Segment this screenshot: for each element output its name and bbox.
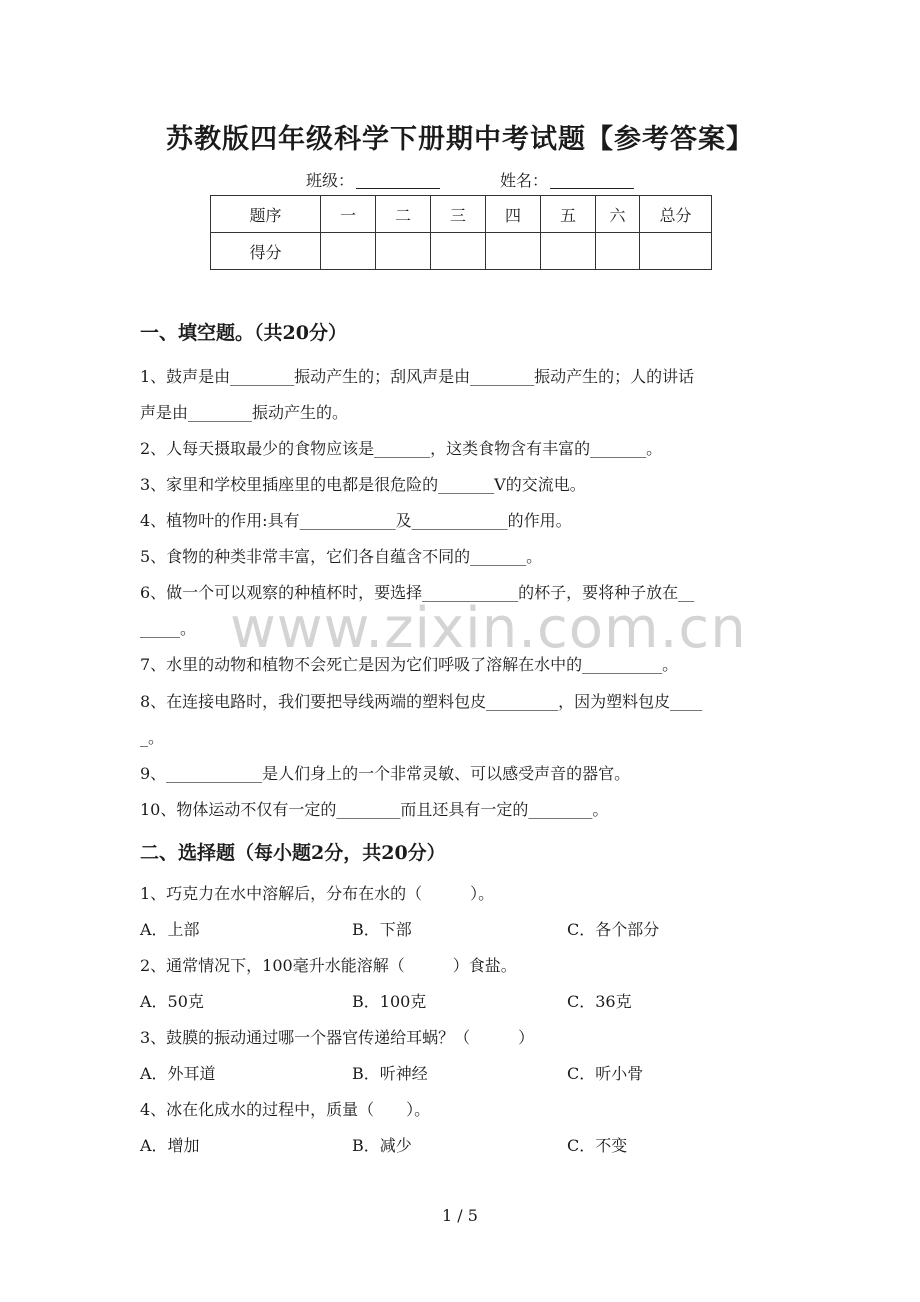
score-table xyxy=(210,195,712,270)
score-cell[interactable] xyxy=(431,233,486,270)
option-c[interactable]: C．听小骨 xyxy=(567,1064,644,1083)
option-b[interactable]: B．减少 xyxy=(352,1136,412,1155)
question-line: 10、物体运动不仅有一定的________而且还具有一定的________。 xyxy=(140,800,609,819)
score-header-cell: 五 xyxy=(541,196,596,233)
score-row-label: 得分 xyxy=(211,233,321,270)
question-line: 7、水里的动物和植物不会死亡是因为它们呼吸了溶解在水中的__________。 xyxy=(140,655,679,674)
score-cell[interactable] xyxy=(596,233,640,270)
score-header-cell: 二 xyxy=(376,196,431,233)
choice-question: 1、巧克力在水中溶解后，分布在水的（ ）。 xyxy=(140,884,495,903)
name-blank[interactable] xyxy=(550,170,634,189)
question-line: 声是由________振动产生的。 xyxy=(140,403,349,422)
score-cell[interactable] xyxy=(376,233,431,270)
question-line: 3、家里和学校里插座里的电都是很危险的_______V的交流电。 xyxy=(140,475,586,494)
question-line: 1、鼓声是由________振动产生的；刮风声是由________振动产生的；人的讲话 xyxy=(140,367,695,386)
question-line: 2、人每天摄取最少的食物应该是_______，这类食物含有丰富的_______。 xyxy=(140,439,663,458)
class-blank[interactable] xyxy=(356,170,440,189)
score-header-cell: 四 xyxy=(486,196,541,233)
question-line: 5、食物的种类非常丰富，它们各自蕴含不同的_______。 xyxy=(140,547,543,566)
score-header-cell: 总分 xyxy=(640,196,712,233)
name-label: 姓名： xyxy=(500,171,549,190)
section2-heading: 二、选择题（每小题2分，共20分） xyxy=(140,842,446,864)
option-c[interactable]: C．不变 xyxy=(567,1136,628,1155)
option-a[interactable]: A．外耳道 xyxy=(140,1064,216,1083)
page-title: 苏教版四年级科学下册期中考试题【参考答案】 xyxy=(166,124,754,155)
score-cell[interactable] xyxy=(541,233,596,270)
choice-question: 2、通常情况下，100毫升水能溶解（ ）食盐。 xyxy=(140,956,517,975)
score-header-row xyxy=(211,196,712,233)
score-header-cell: 三 xyxy=(431,196,486,233)
section1-heading: 一、填空题。（共20分） xyxy=(140,322,347,344)
option-c[interactable]: C．36克 xyxy=(567,992,632,1011)
choice-question: 3、鼓膜的振动通过哪一个器官传递给耳蜗？（ ） xyxy=(140,1028,535,1047)
option-b[interactable]: B．听神经 xyxy=(352,1064,428,1083)
choice-question: 4、冰在化成水的过程中，质量（ ）。 xyxy=(140,1100,431,1119)
question-line: _。 xyxy=(140,728,165,747)
question-line: 9、____________是人们身上的一个非常灵敏、可以感受声音的器官。 xyxy=(140,764,631,783)
watermark: www.zixin.com.cn xyxy=(230,596,747,661)
score-header-cell: 六 xyxy=(596,196,640,233)
score-cell[interactable] xyxy=(640,233,712,270)
page-number: 1 / 5 xyxy=(442,1206,478,1225)
question-line: _____。 xyxy=(140,619,197,638)
score-header-cell: 一 xyxy=(321,196,376,233)
question-line: 4、植物叶的作用:具有____________及____________的作用。 xyxy=(140,511,572,530)
class-label: 班级： xyxy=(306,171,355,190)
score-row xyxy=(211,233,712,270)
option-b[interactable]: B．下部 xyxy=(352,920,412,939)
score-header-cell: 题序 xyxy=(211,196,321,233)
option-c[interactable]: C．各个部分 xyxy=(567,920,660,939)
option-a[interactable]: A．50克 xyxy=(140,992,204,1011)
question-line: 6、做一个可以观察的种植杯时，要选择____________的杯子，要将种子放在__ xyxy=(140,583,695,602)
option-a[interactable]: A．增加 xyxy=(140,1136,200,1155)
score-cell[interactable] xyxy=(486,233,541,270)
option-b[interactable]: B．100克 xyxy=(352,992,427,1011)
class-field xyxy=(306,168,440,191)
name-field xyxy=(500,168,634,191)
option-a[interactable]: A．上部 xyxy=(140,920,200,939)
score-cell[interactable] xyxy=(321,233,376,270)
question-line: 8、在连接电路时，我们要把导线两端的塑料包皮_________，因为塑料包皮____ xyxy=(140,692,703,711)
